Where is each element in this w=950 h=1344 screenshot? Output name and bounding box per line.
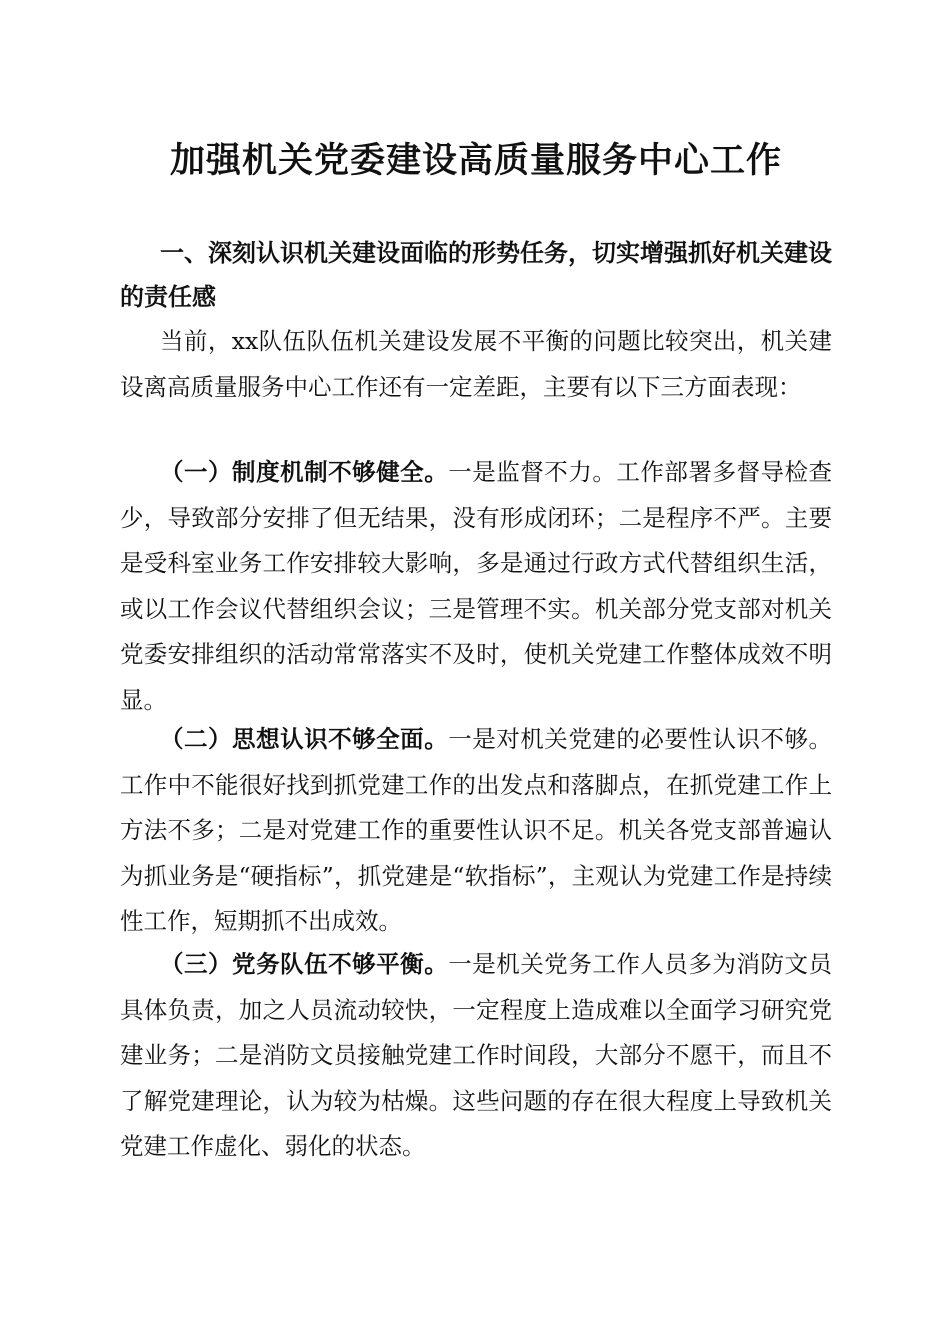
paragraph-intro (120, 319, 832, 410)
paragraph-institutions-lead: （一）制度机制不够健全。 (160, 458, 449, 486)
paragraph-awareness (120, 717, 832, 945)
paragraph-institutions (120, 450, 832, 723)
paragraph-staffing (120, 942, 832, 1170)
paragraph-institutions-text: 一是监督不力。工作部署多督导检查少，导致部分安排了但无结果，没有形成闭环；二是程序不严。主要是受科室业务工作安排较大影响，多是通过行政方式代替组织生活，或以工作会议代替组织会议；三是管理不实。机关部分党支部对机关党委安排组织的活动常常落实不及时，使机关党建工作整体成效不明显。 (120, 458, 833, 714)
document-title: 加强机关党委建设高质量服务中心工作 (169, 140, 782, 181)
paragraph-awareness-text: 一是对机关党建的必要性认识不够。工作中不能很好找到抓党建工作的出发点和落脚点，在抓党建工作上方法不多；二是对党建工作的重要性认识不足。机关各党支部普遍认为抓业务是“硬指标”，抓党建是“软指标”，主观认为党建工作是持续性工作，短期抓不出成效。 (120, 725, 833, 935)
paragraph-awareness-lead: （二）思想认识不够全面。 (160, 725, 449, 753)
section-heading: 一、深刻认识机关建设面临的形势任务，切实增强抓好机关建设的责任感 (120, 239, 832, 311)
paragraph-staffing-text: 一是机关党务工作人员多为消防文员具体负责，加之人员流动较快，一定程度上造成难以全面学习研究党建业务；二是消防文员接触党建工作时间段，大部分不愿干，而且不了解党建理论，认为较为枯燥。这些问题的存在很大程度上导致机关党建工作虚化、弱化的状态。 (120, 950, 833, 1160)
paragraph-staffing-lead: （三）党务队伍不够平衡。 (160, 950, 449, 978)
paragraph-intro-text: 当前，xx队伍队伍机关建设发展不平衡的问题比较突出，机关建设离高质量服务中心工作还有一定差距，主要有以下三方面表现： (120, 327, 832, 401)
